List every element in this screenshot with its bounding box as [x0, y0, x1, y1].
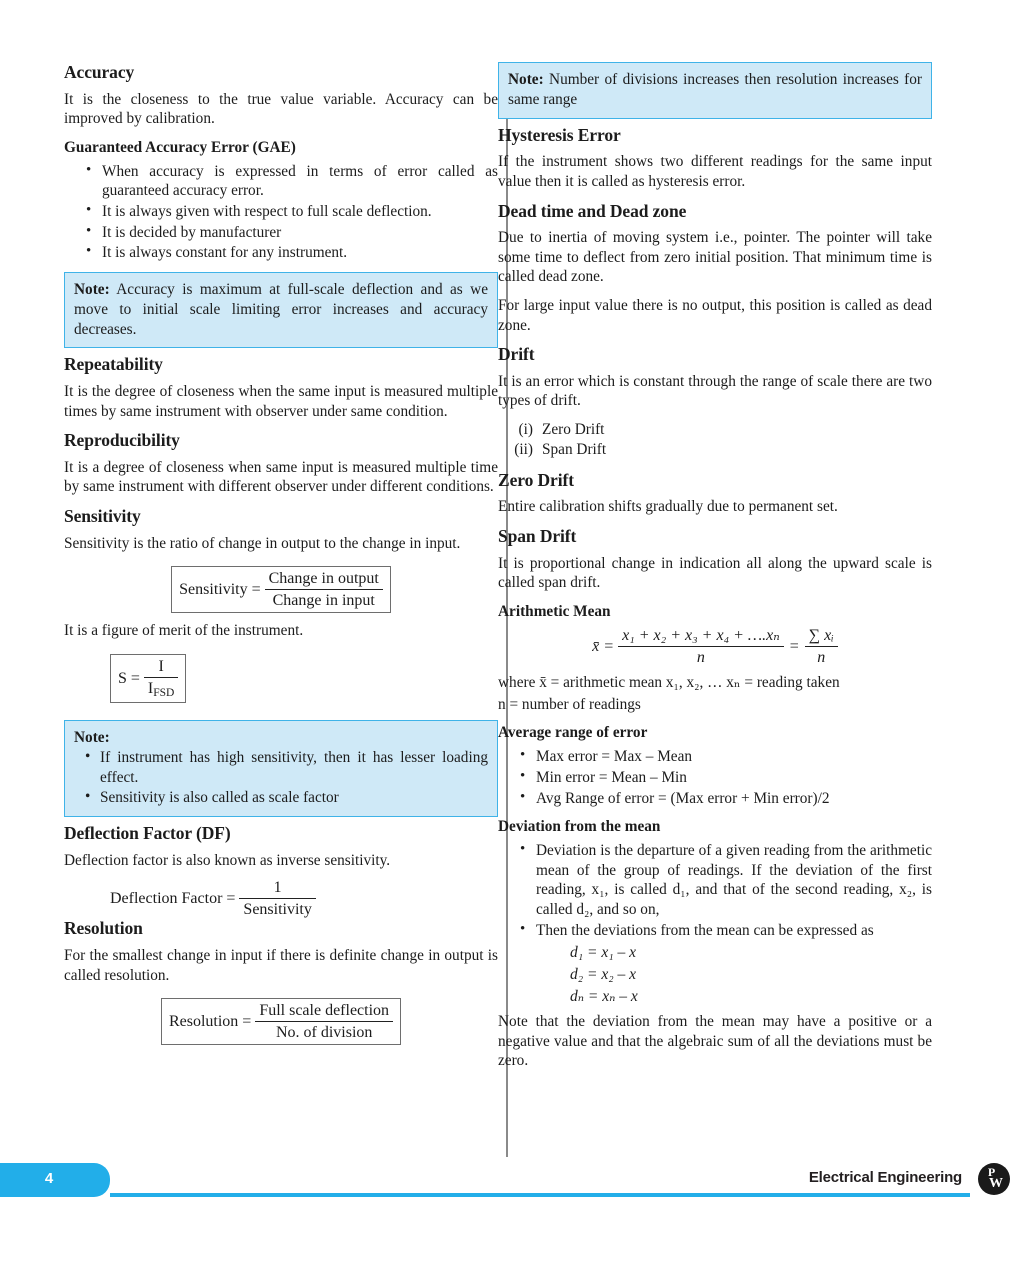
accuracy-paragraph: It is the closeness to the true value variable. Accuracy can be improved by calibration. — [64, 90, 498, 128]
fraction — [255, 1002, 393, 1041]
heading-dead-time-dead-zone: Dead time and Dead zone — [498, 200, 687, 221]
reproducibility-paragraph: It is a degree of closeness when same input is measured multiple time by same instrument with different observer under different conditions. — [64, 458, 498, 496]
heading-drift: Drift — [498, 344, 535, 365]
resolution-equation — [169, 1002, 393, 1041]
fraction — [239, 879, 315, 918]
heading-resolution: Resolution — [64, 918, 143, 939]
heading-reproducibility: Reproducibility — [64, 430, 180, 451]
note-text — [74, 280, 488, 340]
equation-lhs: Resolution = — [168, 1012, 252, 1030]
deviation-equation: d₂ = x₂ – x — [570, 966, 636, 984]
s-formula-box — [110, 654, 186, 703]
deviation-equation: d₁ = x₁ – x — [570, 944, 636, 962]
heading-deviation-from-mean: Deviation from the mean — [498, 818, 661, 836]
arithmetic-mean-formula-wrap — [498, 627, 932, 666]
logo-letter-p: P — [987, 1165, 996, 1179]
list-item: • If instrument has high sensitivity, then it has lesser loading effect. — [100, 748, 488, 788]
hysteresis-paragraph: If the instrument shows two different readings for the same input value then it is called as hysteresis error. — [498, 153, 932, 190]
fraction-denominator — [144, 677, 178, 700]
where-line-2: n = number of readings — [498, 695, 641, 713]
sensitivity-equation — [179, 570, 383, 609]
fraction — [144, 658, 178, 699]
heading-average-range-error: Average range of error — [498, 724, 648, 742]
list-item: • It is decided by manufacturer — [102, 223, 498, 243]
equation-lhs: Sensitivity = — [179, 581, 261, 599]
list-label: Zero Drift — [542, 420, 605, 438]
sensitivity-paragraph: Sensitivity is the ratio of change in output to the change in input. — [64, 534, 461, 552]
heading-hysteresis-error: Hysteresis Error — [498, 124, 621, 145]
list-marker: (i) — [518, 420, 533, 438]
logo-letters — [978, 1166, 1010, 1191]
page-footer — [0, 1163, 1024, 1209]
deflection-factor-paragraph: Deflection factor is also known as inverse sensitivity. — [64, 851, 391, 869]
fraction-numerator: ∑ xᵢ — [808, 626, 834, 644]
list-item: • Avg Range of error = (Max error + Min error)/2 — [536, 789, 932, 809]
fraction-numerator: x₁ + x₂ + x₃ + x₄ + ….xₙ — [622, 626, 780, 644]
heading-span-drift: Span Drift — [498, 526, 577, 547]
fraction-numerator: Full scale deflection — [259, 1002, 390, 1020]
fraction-denominator: Sensitivity — [239, 898, 315, 919]
drift-type-list — [498, 420, 932, 461]
note-box-resolution — [498, 62, 932, 119]
heading-repeatability: Repeatability — [64, 354, 163, 375]
right-column — [498, 62, 932, 1071]
fraction-numerator: I — [158, 658, 164, 675]
resolution-formula-wrap — [64, 994, 498, 1053]
fraction-right — [805, 627, 838, 666]
pw-logo-icon — [978, 1163, 1010, 1195]
note-box-accuracy — [64, 272, 498, 349]
deviation-equations — [498, 942, 932, 1008]
repeatability-paragraph: It is the degree of closeness when the same input is measured multiple times by same instrument with observer under same condition. — [64, 383, 498, 420]
resolution-formula-box — [161, 998, 401, 1045]
heading-accuracy: Accuracy — [64, 62, 135, 82]
drift-paragraph: It is an error which is constant through the range of scale there are two types of drift. — [498, 372, 932, 410]
page-number: 4 — [44, 1170, 54, 1187]
footer-rule — [110, 1193, 970, 1197]
heading-arithmetic-mean: Arithmetic Mean — [498, 602, 611, 620]
list-item: • Min error = Mean – Min — [536, 768, 932, 788]
list-item: • It is always given with respect to full scale deflection. — [102, 202, 498, 222]
zero-drift-paragraph: Entire calibration shifts gradually due to permanent set. — [498, 498, 838, 516]
equation-lhs: S = — [118, 669, 140, 687]
note-body: Accuracy is maximum at full-scale deflection and as we move to initial scale limiting error increases and accuracy decreases. — [74, 280, 488, 338]
average-range-bullet-list — [498, 747, 932, 808]
equation-lhs: x̄ = — [592, 637, 615, 655]
list-marker: (ii) — [514, 441, 533, 459]
dead-time-paragraph-2: For large input value there is no output, this position is called as dead zone. — [498, 296, 932, 334]
heading-sensitivity: Sensitivity — [64, 506, 141, 527]
s-formula-wrap — [64, 650, 498, 711]
note-label: Note: — [74, 280, 110, 298]
list-item — [498, 420, 932, 440]
s-equation — [118, 658, 178, 699]
list-item: • Deviation is the departure of a given reading from the arithmetic mean of the group of readings. If the deviation of the first reading, x₁, is called d₁, and that of the second reading, x₂, is called d₂, and so on, — [536, 841, 932, 919]
page-number-tab — [0, 1163, 110, 1197]
note-label: Note: — [508, 71, 544, 88]
deflection-equation — [110, 879, 316, 918]
logo-letter-w: W — [989, 1176, 1003, 1191]
note-bullet-list — [74, 748, 488, 808]
fraction — [265, 570, 383, 609]
note-box-sensitivity — [64, 720, 498, 817]
fraction-numerator: Change in output — [268, 570, 379, 588]
deflection-formula-wrap — [64, 879, 498, 918]
deviation-bullet-list — [498, 841, 932, 940]
deviation-closing-paragraph: Note that the deviation from the mean may have a positive or a negative value and that the algebraic sum of all the deviations must be zero. — [498, 1013, 932, 1070]
sensitivity-formula-wrap — [64, 562, 498, 621]
two-column-body — [64, 62, 960, 1152]
deviation-equation: dₙ = xₙ – x — [570, 988, 638, 1006]
list-item: • When accuracy is expressed in terms of error called as guaranteed accuracy error. — [102, 162, 498, 201]
fraction-denominator: No. of division — [255, 1021, 393, 1042]
list-item: • It is always constant for any instrument. — [102, 243, 498, 263]
dead-time-paragraph-1: Due to inertia of moving system i.e., pointer. The pointer will take some time to deflect from zero initial position. That minimum time is called dead zone. — [498, 229, 932, 286]
note-label: Note: — [74, 729, 110, 747]
list-item: • Sensitivity is also called as scale factor — [100, 788, 488, 808]
heading-zero-drift: Zero Drift — [498, 469, 574, 490]
fraction-left — [618, 627, 784, 666]
list-label: Span Drift — [542, 441, 607, 459]
equation-equals: = — [789, 637, 799, 655]
heading-deflection-factor: Deflection Factor (DF) — [64, 822, 231, 843]
list-item: • Then the deviations from the mean can be expressed as — [536, 921, 932, 941]
denominator-base: I — [147, 679, 154, 697]
where-line-1: where x̄ = arithmetic mean x₁, x₂, … xₙ = reading taken — [498, 674, 840, 692]
note-text — [508, 70, 922, 110]
equation-lhs: Deflection Factor = — [110, 889, 236, 907]
fraction-denominator: Change in input — [265, 589, 383, 610]
gae-bullet-list — [64, 162, 498, 263]
note-label-line — [74, 728, 488, 748]
denominator-subscript: FSD — [153, 686, 175, 699]
fraction-denominator: n — [805, 646, 838, 667]
list-item — [498, 440, 932, 460]
footer-subject-label: Electrical Engineering — [808, 1169, 962, 1186]
left-column — [64, 62, 498, 1053]
note-body: Number of divisions increases then resolution increases for same range — [508, 71, 922, 108]
span-drift-paragraph: It is proportional change in indication all along the upward scale is called span drift. — [498, 554, 932, 592]
list-item: • Max error = Max – Mean — [536, 747, 932, 767]
resolution-paragraph: For the smallest change in input if there is definite change in output is called resolution. — [64, 947, 498, 984]
arithmetic-mean-equation — [592, 627, 838, 666]
fraction-denominator: n — [618, 646, 784, 667]
sensitivity-formula-box — [171, 566, 391, 613]
heading-gae: Guaranteed Accuracy Error (GAE) — [64, 138, 296, 156]
fraction-numerator: 1 — [273, 879, 282, 897]
sensitivity-merit-paragraph: It is a figure of merit of the instrument. — [64, 622, 304, 640]
